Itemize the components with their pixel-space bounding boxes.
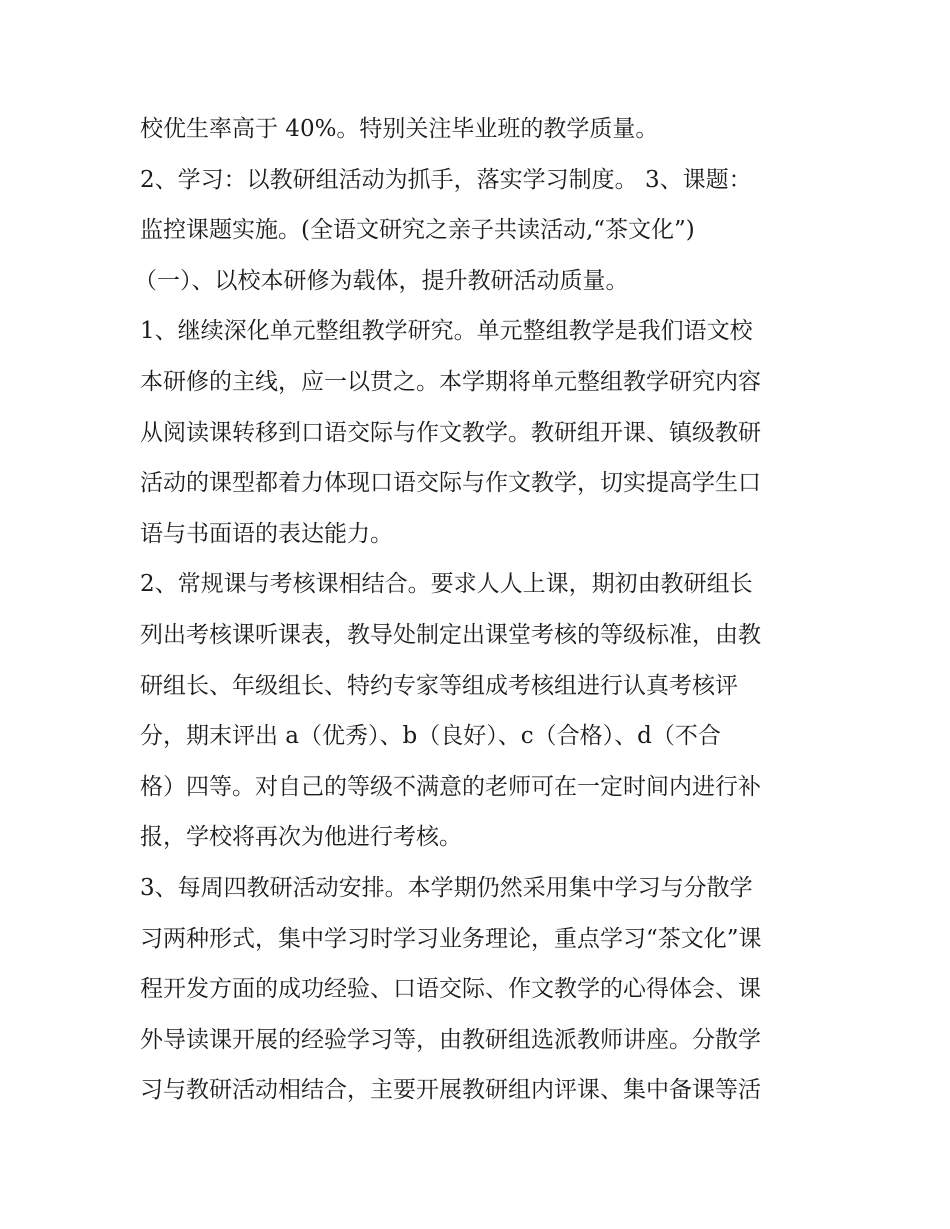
text-line: 2、常规课与考核课相结合。要求人人上课，期初由教研组长 [140,571,753,598]
text-line: 活动的课型都着力体现口语交际与作文教学，切实提高学生口 [140,470,761,497]
text-line: 外导读课开展的经验学习等，由教研组选派教师讲座。分散学 [140,1026,761,1053]
text-line: 研组长、年级组长、特约专家等组成考核组进行认真考核评 [140,672,738,699]
text-line: 分，期末评出 a（优秀）、b（良好）、c（合格）、d（不合 [140,723,721,750]
text-line: 3、每周四教研活动安排。本学期仍然采用集中学习与分散学 [140,874,753,901]
text-line: 校优生率高于 40%。特别关注毕业班的教学质量。 [140,116,659,142]
text-line: 程开发方面的成功经验、口语交际、作文教学的心得体会、课 [140,976,761,1003]
text-line: 从阅读课转移到口语交际与作文教学。教研组开课、镇级教研 [140,419,761,446]
text-line: 本研修的主线，应一以贯之。本学期将单元整组教学研究内容 [140,368,761,395]
text-line: 语与书面语的表达能力。 [140,520,393,547]
text-line: 监控课题实施。(全语文研究之亲子共读活动,“茶文化”) [140,217,695,244]
text-line: 1、继续深化单元整组教学研究。单元整组教学是我们语文校 [140,318,753,345]
text-line: 列出考核课听课表，教导处制定出课堂考核的等级标准，由教 [140,621,761,648]
document-body [134,104,820,1116]
text-line: 格）四等。对自己的等级不满意的老师可在一定时间内进行补 [140,773,761,800]
text-line: 习与教研活动相结合，主要开展教研组内评课、集中备课等活 [140,1077,761,1104]
section-heading: （一）、以校本研修为载体，提升教研活动质量。 [134,267,629,294]
text-line: 报，学校将再次为他进行考核。 [140,824,462,851]
text-line: 2、学习：以教研组活动为抓手，落实学习制度。 3、课题： [140,166,752,193]
text-line: 习两种形式，集中学习时学习业务理论，重点学习“茶文化”课 [140,925,762,952]
